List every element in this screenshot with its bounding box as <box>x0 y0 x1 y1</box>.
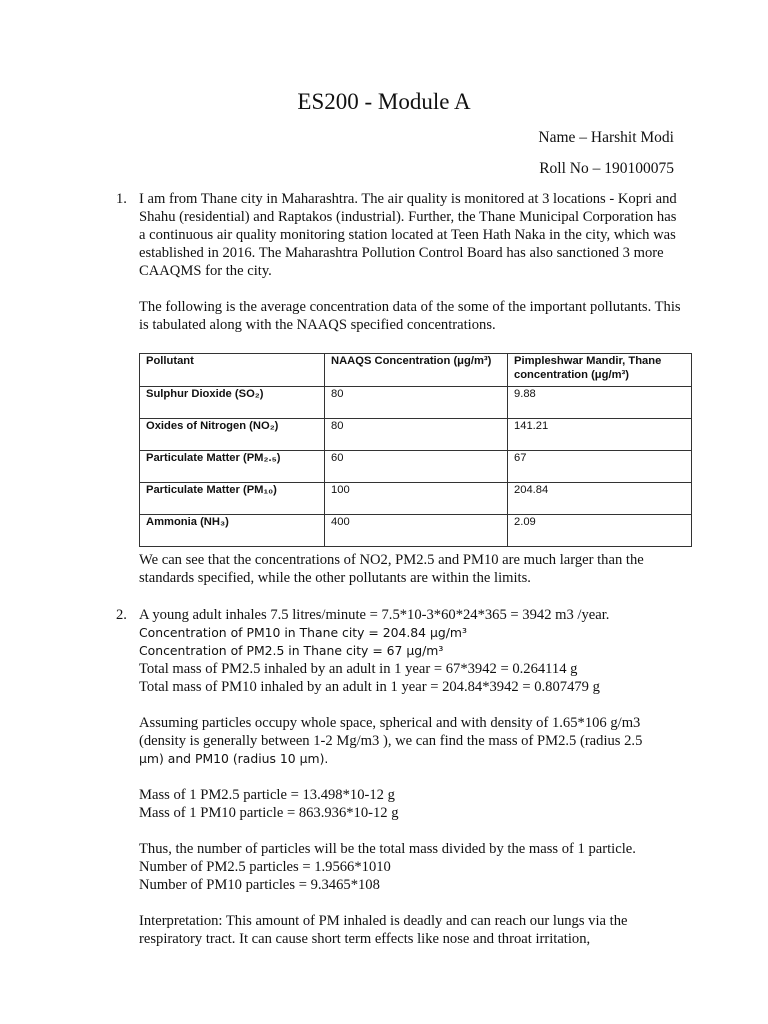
table-row <box>140 451 692 483</box>
q2-line: Concentration of PM2.5 in Thane city = 67 μg/m³ <box>139 643 444 658</box>
question-2-number: 2. <box>116 607 127 623</box>
question-2 <box>116 606 686 948</box>
q2-number-line: Number of PM10 particles = 9.3465*108 <box>139 877 380 893</box>
q2-line: Concentration of PM10 in Thane city = 204.84 μg/m³ <box>139 625 467 640</box>
q1-paragraph-table-intro: The following is the average concentration data of the some of the important pollutants. This is tabulated along with the NAAQS specified concentrations. <box>139 299 681 333</box>
question-1-number: 1. <box>116 191 127 207</box>
table-row <box>140 387 692 419</box>
table-header: Pollutant <box>140 354 325 387</box>
table-cell: 67 <box>508 451 692 483</box>
roll-number: Roll No – 190100075 <box>539 160 674 177</box>
table-cell: 100 <box>325 483 508 515</box>
table-cell: 400 <box>325 515 508 547</box>
student-name: Name – Harshit Modi <box>538 129 674 146</box>
q2-line: A young adult inhales 7.5 litres/minute = 7.5*10-3*60*24*365 = 3942 m3 /year. <box>139 607 610 623</box>
q1-conclusion <box>116 551 686 587</box>
table-header: NAAQS Concentration (μg/m³) <box>325 354 508 387</box>
table-cell: Sulphur Dioxide (SO₂) <box>140 387 325 419</box>
page-title: ES200 - Module A <box>297 89 471 114</box>
table-cell: 204.84 <box>508 483 692 515</box>
q2-number-intro: Thus, the number of particles will be the total mass divided by the mass of 1 particle. <box>139 841 636 857</box>
table-row <box>140 483 692 515</box>
table-cell: 2.09 <box>508 515 692 547</box>
q2-interpretation: Interpretation: This amount of PM inhaled is deadly and can reach our lungs via the respiratory tract. It can cause short term effects like nose and throat irritation, <box>139 913 628 947</box>
q2-assumption-paragraph-end: μm) and PM10 (radius 10 μm). <box>139 751 329 766</box>
q2-line: Total mass of PM10 inhaled by an adult in 1 year = 204.84*3942 = 0.807479 g <box>139 679 600 695</box>
table-header-row <box>140 354 692 387</box>
table-row <box>140 419 692 451</box>
q1-paragraph-intro: I am from Thane city in Maharashtra. The air quality is monitored at 3 locations - Kopri and Shahu (residential) and Raptakos (industrial). Further, the Thane Municipal Corporation has a continuous air quality monitoring station located at Teen Hath Naka in the city, which was established in 2016. The Maharashtra Pollution Control Board has also sanctioned 3 more CAAQMS for the city. <box>139 191 677 279</box>
q1-paragraph-conclusion: We can see that the concentrations of NO2, PM2.5 and PM10 are much larger than the standards specified, while the other pollutants are within the limits. <box>139 552 644 586</box>
pollutant-table <box>139 353 692 547</box>
question-1 <box>116 190 686 334</box>
q2-line: Total mass of PM2.5 inhaled by an adult in 1 year = 67*3942 = 0.264114 g <box>139 661 578 677</box>
table-cell: 80 <box>325 387 508 419</box>
table-cell: 60 <box>325 451 508 483</box>
table-cell: 80 <box>325 419 508 451</box>
q2-assumption-paragraph: Assuming particles occupy whole space, spherical and with density of 1.65*106 g/m3 (density is generally between 1-2 Mg/m3 ), we can find the mass of PM2.5 (radius 2.5 <box>139 715 643 749</box>
table-cell: Particulate Matter (PM₂.₅) <box>140 451 325 483</box>
table-row <box>140 515 692 547</box>
table-cell: 9.88 <box>508 387 692 419</box>
table-cell: 141.21 <box>508 419 692 451</box>
table-cell: Ammonia (NH₃) <box>140 515 325 547</box>
q2-mass-line: Mass of 1 PM10 particle = 863.936*10-12 g <box>139 805 399 821</box>
q2-mass-line: Mass of 1 PM2.5 particle = 13.498*10-12 g <box>139 787 395 803</box>
table-cell: Particulate Matter (PM₁₀) <box>140 483 325 515</box>
table-cell: Oxides of Nitrogen (NO₂) <box>140 419 325 451</box>
q2-number-line: Number of PM2.5 particles = 1.9566*1010 <box>139 859 391 875</box>
table-header: Pimpleshwar Mandir, Thane concentration (μg/m³) <box>508 354 692 387</box>
